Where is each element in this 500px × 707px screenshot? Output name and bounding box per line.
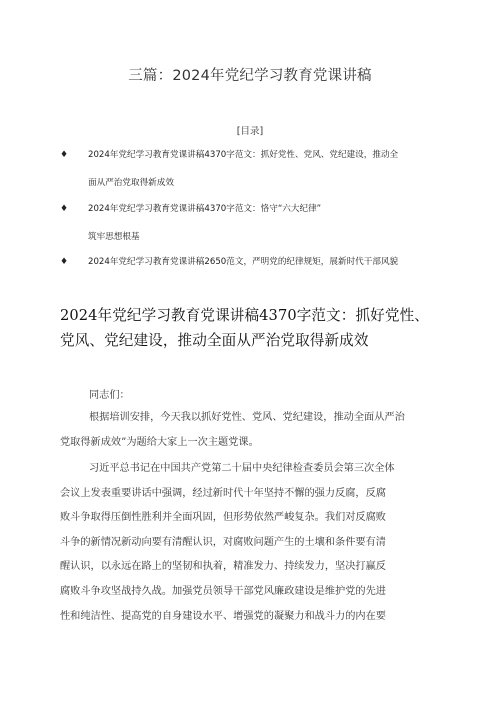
article-title [60,303,450,353]
paragraph-line: 党取得新成效”为题给大家上一次主题党课。 [60,436,259,448]
toc-label: [目录] [236,126,264,137]
toc-item-line[interactable]: 筑牢思想根基 [88,232,140,242]
paragraph-line: 斗争的新情况新动向要有清醒认识，对腐败问题产生的土壤和条件要有清 [60,536,386,548]
toc-item-line[interactable]: 2024年党纪学习教育党课讲稿4370字范文：恪守“六大纪律” [88,204,322,214]
diamond-bullet-icon: ♦ [60,204,69,214]
paragraph-line: 根据培训安排，今天我以抓好党性、党风、党纪建设，推动全面从严治 [89,412,405,423]
paragraph-line: 醒认识，以永远在路上的坚韧和执着，精准发力、持续发力，坚决打赢反 [60,561,386,573]
paragraph-line: 习近平总书记在中国共产党第二十届中央纪律检查委员会第三次全体 [89,463,395,474]
diamond-bullet-icon: ♦ [60,150,69,160]
salutation: 同志们： [89,390,130,401]
article-title-line: 2024年党纪学习教育党课讲稿4370字范文：抓好党性、 [60,307,429,324]
toc-item-line[interactable]: 2024年党纪学习教育党课讲稿2650范文，严明党的纪律规矩，展新时代干部风貌 [88,257,399,267]
article-title-line: 党风、党纪建设，推动全面从严治党取得新成效 [60,332,369,349]
body-paragraph [60,457,446,629]
paragraph-line: 会议上发表重要讲话中强调，经过新时代十年坚持不懈的强力反腐，反腐 [60,487,386,499]
toc-item-line[interactable]: 面从严治党取得新成效 [88,178,174,188]
body-paragraph [60,406,446,455]
document-title: 三篇：2024年党纪学习教育党课讲稿 [128,68,372,84]
diamond-bullet-icon: ♦ [60,257,69,267]
paragraph-line: 性和纯洁性、提高党的自身建设水平、增强党的凝聚力和战斗力的内在要 [60,610,386,622]
toc-item-line[interactable]: 2024年党纪学习教育党课讲稿4370字范文：抓好党性、党风、党纪建设，推动全 [88,150,399,160]
paragraph-line: 腐败斗争攻坚战持久战。加强党员领导干部党风廉政建设是维护党的先进 [60,585,386,597]
paragraph-line: 败斗争取得压倒性胜利并全面巩固，但形势依然严峻复杂。我们对反腐败 [60,512,386,524]
